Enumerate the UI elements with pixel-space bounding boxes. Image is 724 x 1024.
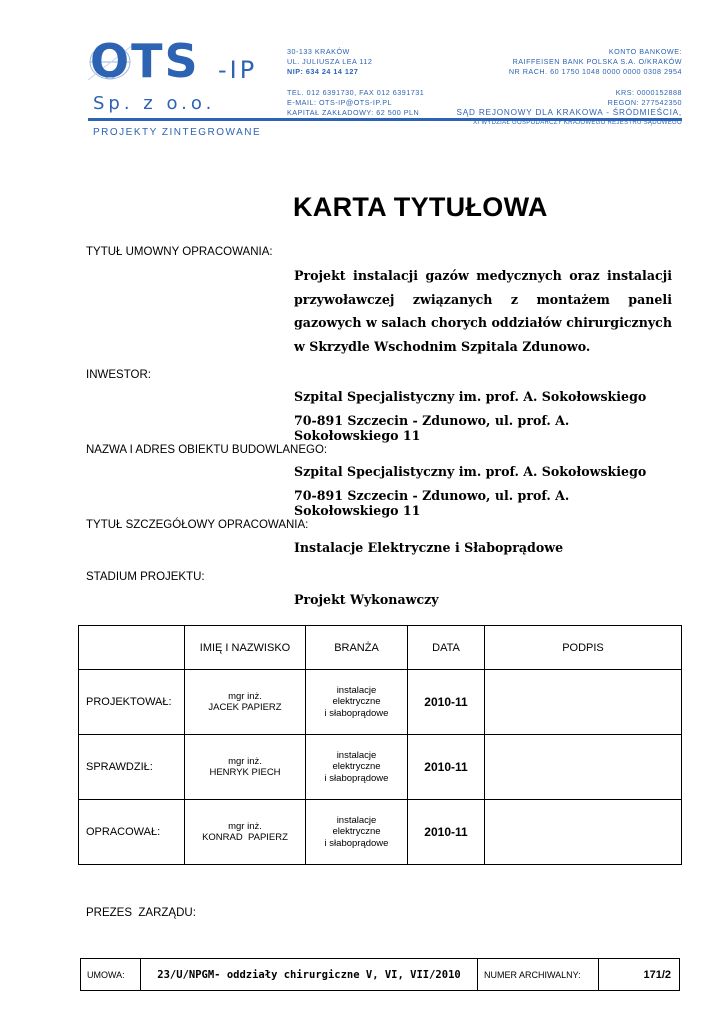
table-row xyxy=(79,735,682,800)
bank-spacer xyxy=(457,78,682,88)
signature-cell xyxy=(485,735,682,800)
person-cell xyxy=(185,735,306,800)
obiekt-label: NAZWA I ADRES OBIEKTU BUDOWLANEGO: xyxy=(86,444,328,456)
stadium-value: Projekt Wykonawczy xyxy=(294,592,439,607)
phone-line: TEL. 012 6391730, FAX 012 6391731 xyxy=(287,87,425,97)
krs-line: KRS: 0000152888 xyxy=(615,87,682,97)
nip-line: NIP: 634 24 14 127 xyxy=(287,67,359,77)
person-name: HENRYK PIECH xyxy=(209,767,281,778)
prezes-label: PREZES ZARZĄDU: xyxy=(86,907,196,919)
person-title: mgr inż. xyxy=(228,690,262,702)
company-address xyxy=(287,47,424,118)
branza-line: i słaboprądowe xyxy=(324,772,389,784)
branza-line: instalacje xyxy=(336,749,377,761)
footer-row xyxy=(81,959,680,991)
archiwalny-label: NUMER ARCHIWALNY: xyxy=(478,959,599,991)
header-cell-signature: PODPIS xyxy=(485,626,682,670)
signature-cell xyxy=(485,800,682,865)
umowa-value: 23/U/NPGM- oddziały chirurgiczne V, VI, VII/2010 xyxy=(141,959,478,991)
table-row xyxy=(79,670,682,735)
person-cell xyxy=(185,670,306,735)
court-sub-line: XI WYDZIAŁ GOSPODARCZY KRAJOWEGO REJESTRU SĄDOWEGO xyxy=(473,120,682,127)
page-title: KARTA TYTUŁOWA xyxy=(293,192,548,222)
logo-company-text: Sp. z o.o. xyxy=(93,93,216,114)
regon-line: REGON: 277542350 xyxy=(607,98,682,108)
inwestor-line2: 70-891 Szczecin - Zdunowo, ul. prof. A. Sokołowskiego 11 xyxy=(294,413,570,443)
branza-line: elektryczne xyxy=(332,696,381,708)
role-cell: OPRACOWAŁ: xyxy=(79,800,185,865)
umowa-label: UMOWA: xyxy=(81,959,141,991)
role-cell: PROJEKTOWAŁ: xyxy=(79,670,185,735)
szczegol-label: TYTUŁ SZCZEGÓŁOWY OPRACOWANIA: xyxy=(86,519,309,531)
archiwalny-value: 171/2 xyxy=(599,959,680,991)
logo-suffix-text: -IP xyxy=(218,56,258,84)
branza-line: elektryczne xyxy=(332,826,381,838)
footer-table xyxy=(80,958,680,991)
signature-cell xyxy=(485,670,682,735)
address-spacer xyxy=(287,78,424,88)
table-row xyxy=(79,800,682,865)
signature-table xyxy=(78,625,682,865)
person-title: mgr inż. xyxy=(228,755,262,767)
szczegol-value: Instalacje Elektryczne i Słaboprądowe xyxy=(294,540,564,555)
role-cell: SPRAWDZIŁ: xyxy=(79,735,185,800)
header-cell-empty xyxy=(79,626,185,670)
address-line: 30-133 KRAKÓW xyxy=(287,47,350,56)
person-name: KONRAD PAPIERZ xyxy=(202,832,288,843)
header-cell-name: IMIĘ I NAZWISKO xyxy=(185,626,306,670)
stadium-label: STADIUM PROJEKTU: xyxy=(86,571,205,583)
bank-line: NR RACH. 60 1750 1048 0000 0000 0308 2954 xyxy=(508,67,682,77)
email-line: E-MAIL: OTS-IP@OTS-IP.PL xyxy=(287,98,393,108)
date-cell: 2010-11 xyxy=(408,800,485,865)
tytul-label: TYTUŁ UMOWNY OPRACOWANIA: xyxy=(86,246,273,258)
tytul-value: Projekt instalacji gazów medycznych oraz instalacji przywoławczej związanych z montażem paneli gazowych w salach chorych oddziałów chirurgicznych w Skrzydle Wschodnim Szpitala Zdunowo. xyxy=(294,268,672,354)
branza-line: i słaboprądowe xyxy=(324,707,389,719)
bank-info xyxy=(457,47,682,129)
inwestor-line1: Szpital Specjalistyczny im. prof. A. Sokołowskiego xyxy=(294,389,647,404)
branza-cell xyxy=(306,800,408,865)
person-name: JACEK PAPIERZ xyxy=(208,702,282,713)
header-cell-date: DATA xyxy=(408,626,485,670)
branza-cell xyxy=(306,670,408,735)
capital-line: KAPITAŁ ZAKŁADOWY: 62 500 PLN xyxy=(287,108,420,118)
bank-line: KONTO BANKOWE: xyxy=(608,47,682,56)
bank-line: RAIFFEISEN BANK POLSKA S.A. O/KRAKÓW xyxy=(512,57,682,67)
branza-line: instalacje xyxy=(336,684,377,696)
logo-main-text: OTS xyxy=(90,34,200,88)
person-title: mgr inż. xyxy=(228,820,262,832)
address-line: UL. JULIUSZA LEA 112 xyxy=(287,57,373,67)
date-cell: 2010-11 xyxy=(408,670,485,735)
date-cell: 2010-11 xyxy=(408,735,485,800)
court-line: SĄD REJONOWY DLA KRAKOWA - ŚRÓDMIEŚCIA, xyxy=(456,108,682,118)
branza-line: i słaboprądowe xyxy=(324,837,389,849)
tagline: PROJEKTY ZINTEGROWANE xyxy=(93,127,262,138)
inwestor-label: INWESTOR: xyxy=(86,369,151,381)
table-header-row xyxy=(79,626,682,670)
branza-cell xyxy=(306,735,408,800)
branza-line: instalacje xyxy=(336,814,377,826)
obiekt-line1: Szpital Specjalistyczny im. prof. A. Sokołowskiego xyxy=(294,464,647,479)
person-cell xyxy=(185,800,306,865)
header-cell-branza: BRANŻA xyxy=(306,626,408,670)
branza-line: elektryczne xyxy=(332,761,381,773)
obiekt-line2: 70-891 Szczecin - Zdunowo, ul. prof. A. Sokołowskiego 11 xyxy=(294,488,570,518)
